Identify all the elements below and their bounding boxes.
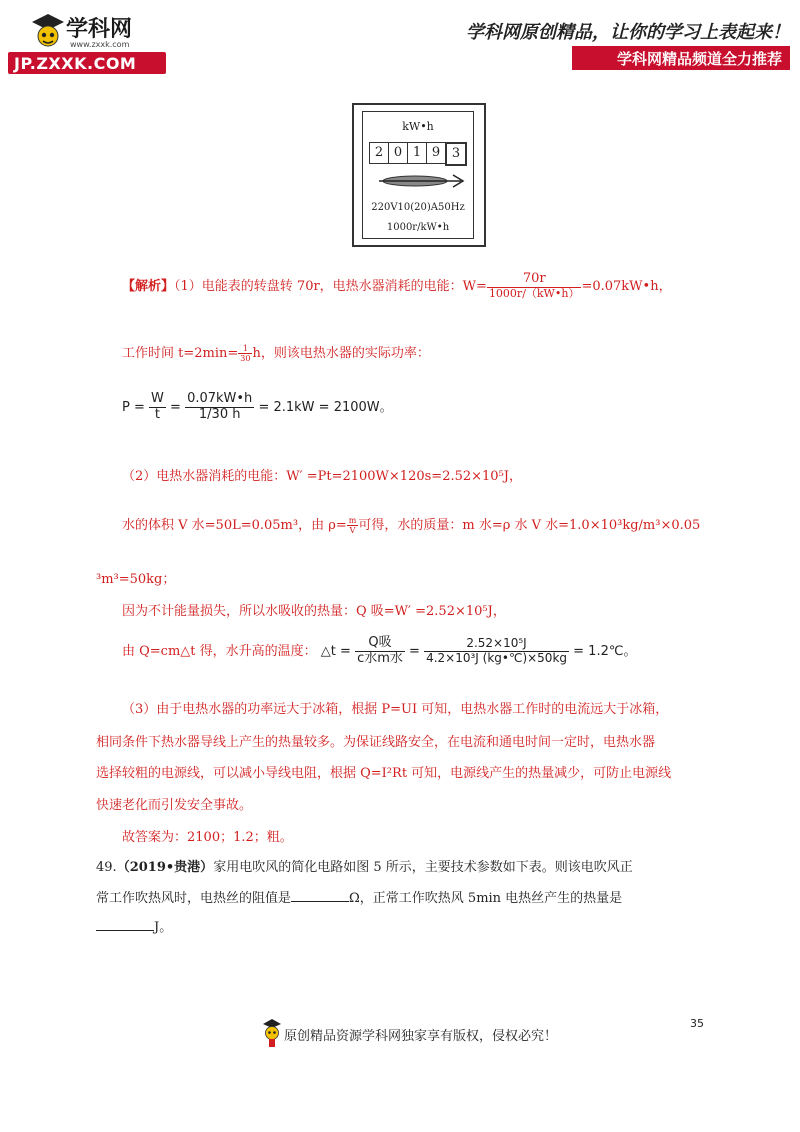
meter-panel [362, 111, 474, 239]
fraction-numerator: 0.07kW•h [187, 391, 253, 406]
solution-line-9b: 相同条件下热水器导线上产生的热量较多。为保证线路安全，在电流和通电时间一定时，电热水器 [96, 735, 656, 750]
text: （1）电能表的转盘转 70r，电热水器消耗的电能：W= [174, 278, 487, 294]
text: 常工作吹热风时，电热丝的阻值是 [96, 891, 292, 906]
meter-digit-decimal: 3 [445, 142, 467, 166]
fraction [355, 636, 405, 667]
formula-temperature [320, 635, 637, 666]
meter-digit: 9 [426, 142, 446, 164]
solution-line-9c: 选择较粗的电源线，可以减小导线电阻，根据 Q=I²Rt 可知，电源线产生的热量减少，可防止电源线 [96, 766, 672, 781]
question-line-3 [96, 916, 172, 935]
meter-digit: 0 [388, 142, 408, 164]
text: 由 Q=cm△t 得，水升高的温度： [122, 643, 317, 659]
solution-line-5 [122, 514, 700, 535]
electric-meter-figure [352, 103, 486, 247]
fraction-denominator: t [154, 406, 160, 422]
meter-spec-voltage: 220V10(20)A50Hz [371, 202, 465, 213]
question-source: （2019•贵港） [116, 860, 214, 875]
text: 工作时间 t=2min= [122, 346, 239, 361]
fraction-denominator: c水m水 [357, 650, 403, 666]
fraction-numerator: 2.52×10⁵J [424, 637, 569, 652]
text: 可得，水的质量：m 水=ρ 水 V 水=1.0×10³kg/m³×0.05 [358, 518, 701, 533]
fraction-denominator: V [349, 526, 356, 535]
meter-digits [369, 142, 466, 166]
text: = [170, 399, 181, 415]
text: P = [122, 399, 145, 415]
text: h，则该电热水器的实际功率： [252, 346, 430, 361]
meter-digit: 2 [369, 142, 389, 164]
meter-spec-revolutions: 1000r/kW•h [386, 222, 450, 233]
text: 家用电吹风的简化电路如图 5 所示，主要技术参数如下表。则该电吹风正 [213, 860, 633, 875]
question-number: 49. [96, 860, 117, 875]
text: 水的体积 V 水=50L=0.05m³，由 ρ= [122, 518, 347, 533]
question-line-2 [96, 887, 622, 906]
fraction-numerator: W [151, 391, 164, 406]
meter-disc-arrow-icon [375, 172, 467, 190]
fraction-denominator: 4.2×10³J (kg•℃)×50kg [426, 650, 568, 665]
solution-line-9d: 快速老化而引发安全事故。 [96, 798, 253, 813]
text: J。 [154, 920, 173, 935]
text: = [409, 643, 420, 659]
fraction-numerator: m [348, 515, 357, 525]
scholar-mascot-icon [28, 10, 68, 52]
fraction [149, 392, 166, 423]
solution-line-8 [122, 636, 636, 667]
slogan-bar-text: 学科网精品频道全力推荐 [616, 50, 782, 68]
answer-line: 故答案为：2100；1.2；粗。 [122, 830, 293, 845]
answer-blank [291, 889, 349, 902]
fraction [487, 272, 582, 301]
text: Ω，正常工作吹热风 5min 电热丝产生的热量是 [349, 891, 623, 906]
fraction-denominator: 30 [240, 354, 251, 363]
solution-line-2 [122, 342, 430, 363]
solution-line-4: （2）电热水器消耗的电能：W′ =Pt=2100W×120s=2.52×10⁵J， [122, 469, 522, 484]
fraction [347, 516, 359, 535]
solution-line-1 [122, 272, 672, 301]
site-logo [8, 12, 168, 74]
fraction-denominator: 1/30 h [198, 406, 241, 422]
scholar-mascot-icon [262, 1016, 282, 1048]
fraction-numerator: Q吸 [355, 636, 405, 652]
text: = 1.2℃。 [573, 643, 637, 659]
solution-line-7: 因为不计能量损失，所以水吸收的热量：Q 吸=W′ =2.52×10⁵J， [122, 604, 506, 619]
solution-line-9a: （3）由于电热水器的功率远大于冰箱，根据 P=UI 可知，电热水器工作时的电流远大于冰箱， [122, 702, 669, 717]
header-slogan: 学科网原创精品，让你的学习上表起来！ [466, 22, 790, 43]
text: △t = [320, 643, 351, 659]
formula-power [122, 392, 393, 423]
fraction-denominator: 1000r/（kW•h） [488, 286, 580, 300]
fraction-numerator: 70r [487, 272, 582, 288]
logo-url: JP.ZXXK.COM [14, 54, 137, 73]
logo-small-url: www.zxxk.com [70, 40, 130, 49]
solution-tag: 【解析】 [122, 278, 175, 294]
text: =0.07kW•h， [581, 278, 672, 294]
solution-line-6: ³m³=50kg； [96, 572, 176, 587]
logo-name: 学科网 [66, 17, 133, 42]
fraction [238, 344, 252, 363]
question-line-1 [96, 856, 633, 875]
answer-blank [96, 918, 154, 931]
fraction [185, 392, 254, 423]
page-number: 35 [690, 1017, 704, 1030]
meter-unit: kW•h [402, 120, 434, 133]
copyright-notice: 原创精品资源学科网独家享有版权，侵权必究！ [284, 1029, 558, 1044]
meter-digit: 1 [407, 142, 427, 164]
fraction [424, 637, 569, 666]
text: = 2.1kW = 2100W。 [258, 399, 393, 415]
fraction-numerator: 1 [238, 344, 252, 354]
